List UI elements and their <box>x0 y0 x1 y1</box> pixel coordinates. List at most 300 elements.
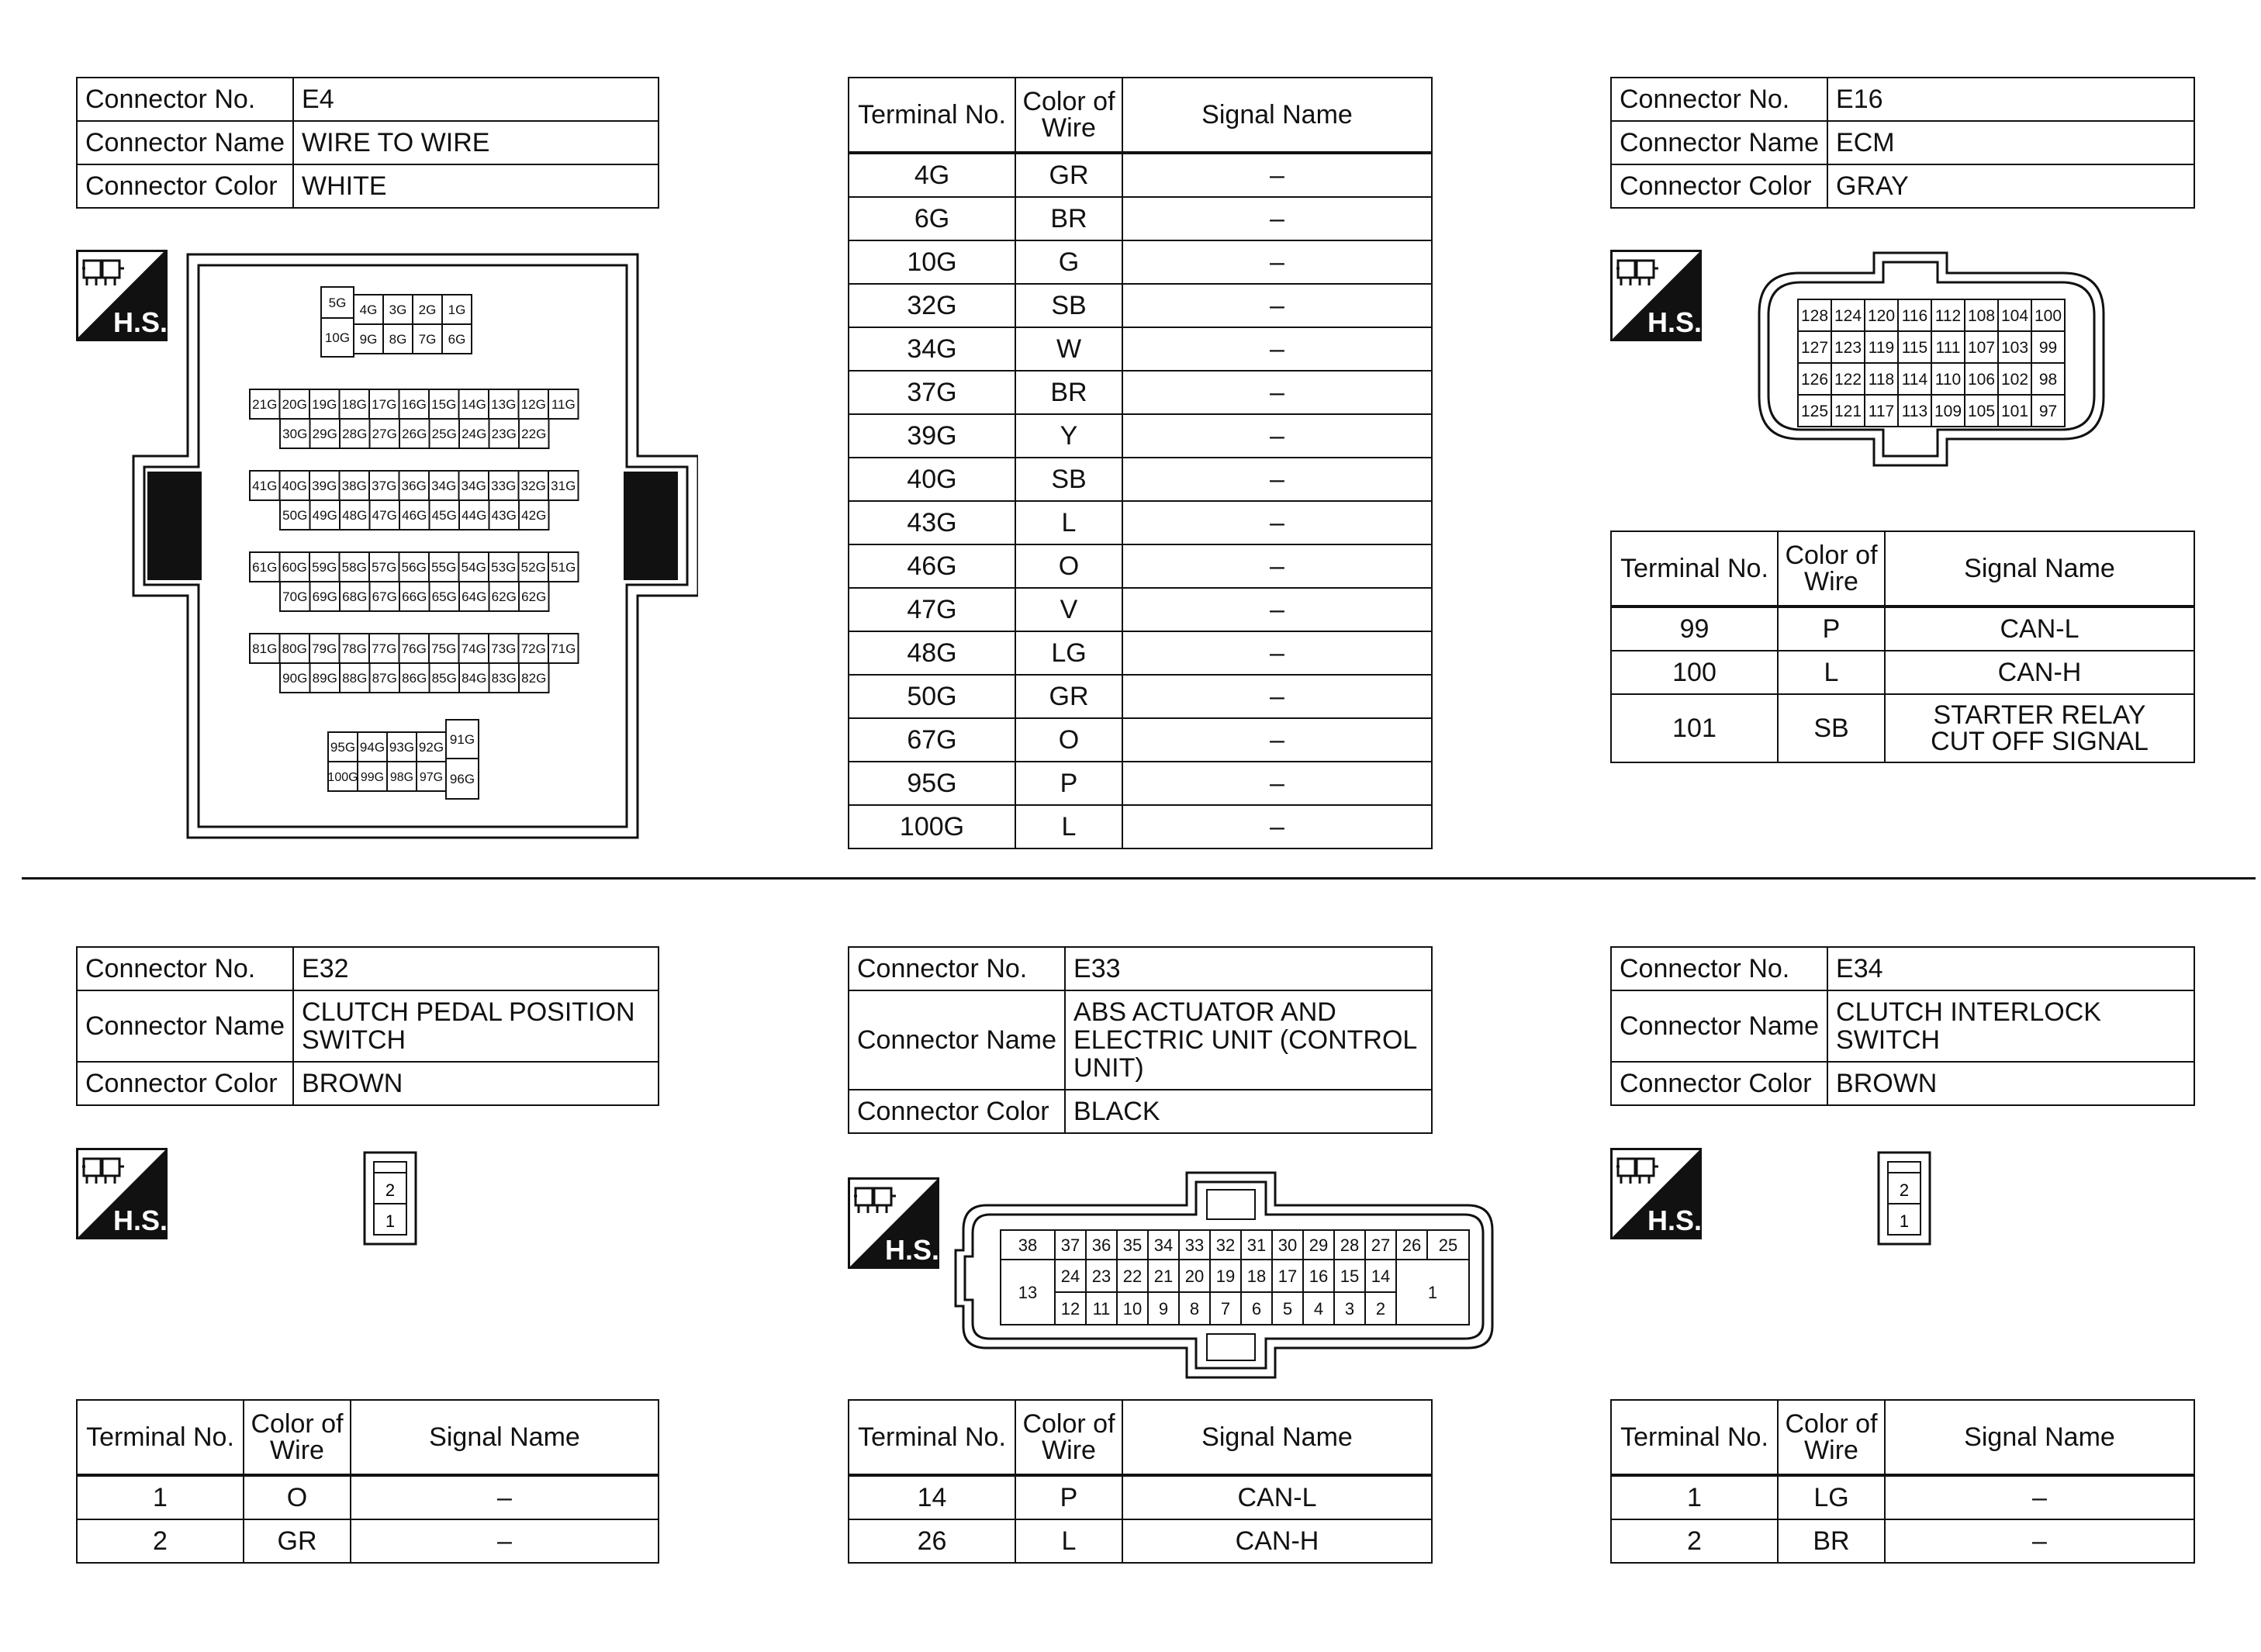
wire-color-cell: O <box>244 1475 351 1519</box>
pin-19G: 19G <box>312 397 337 413</box>
pin-4G: 4G <box>359 302 378 318</box>
pin-1G: 1G <box>448 302 466 318</box>
connector-name: CLUTCH PEDAL POSITION SWITCH <box>293 990 659 1062</box>
pin-64G: 64G <box>462 589 487 605</box>
pin-32: 32 <box>1215 1235 1236 1255</box>
pin-21G: 21G <box>252 397 278 413</box>
connector-no: E34 <box>1827 947 2194 990</box>
terminal-header: Terminal No. <box>77 1400 244 1475</box>
wire-color-cell: GR <box>244 1519 351 1563</box>
table-row <box>849 458 1432 501</box>
svg-text:H.S.: H.S. <box>1647 1204 1702 1236</box>
pin-73G: 73G <box>491 641 517 657</box>
wire-color-cell: SB <box>1015 458 1122 501</box>
e16-info-table <box>1610 77 2195 209</box>
pin-16G: 16G <box>401 397 427 413</box>
pin-105: 105 <box>1967 403 1996 421</box>
connector-no-label: Connector No. <box>1611 78 1827 121</box>
signal-name-cell: – <box>1122 718 1432 762</box>
pin-97: 97 <box>2038 403 2058 421</box>
pin-51G: 51G <box>551 560 576 575</box>
table-row <box>849 762 1432 805</box>
pin-34G: 34G <box>431 479 457 494</box>
pin-114: 114 <box>1901 371 1928 389</box>
signal-name-cell: – <box>1122 240 1432 284</box>
pin-11: 11 <box>1092 1298 1111 1318</box>
e34-terminal-table <box>1610 1399 2195 1564</box>
pin-93G: 93G <box>389 740 415 755</box>
pin-125: 125 <box>1800 403 1829 421</box>
pin-29: 29 <box>1309 1235 1329 1255</box>
pin-16: 16 <box>1309 1266 1329 1286</box>
table-row <box>849 197 1432 240</box>
pin-22: 22 <box>1122 1266 1143 1286</box>
pin-91G: 91G <box>449 732 475 748</box>
pin-20: 20 <box>1184 1266 1205 1286</box>
color-header: Color of Wire <box>244 1400 351 1475</box>
connector-no: E16 <box>1827 78 2194 121</box>
terminal-cell: 39G <box>849 414 1015 458</box>
connector-color: BROWN <box>293 1062 659 1105</box>
pin-44G: 44G <box>462 508 487 524</box>
pin-47G: 47G <box>372 508 397 524</box>
terminal-cell: 1 <box>77 1475 244 1519</box>
terminal-cell: 14 <box>849 1475 1015 1519</box>
connector-name: ABS ACTUATOR AND ELECTRIC UNIT (CONTROL UNIT) <box>1065 990 1432 1090</box>
connector-no: E33 <box>1065 947 1432 990</box>
pin-126: 126 <box>1800 371 1829 389</box>
connector-name-label: Connector Name <box>77 990 293 1062</box>
e16-terminal-table <box>1610 531 2195 763</box>
pin-65G: 65G <box>431 589 457 605</box>
pin-49G: 49G <box>312 508 337 524</box>
pin-72G: 72G <box>520 641 546 657</box>
wire-color-cell: LG <box>1015 631 1122 675</box>
terminal-header: Terminal No. <box>849 78 1015 153</box>
pin-15G: 15G <box>431 397 457 413</box>
pin-96G: 96G <box>449 772 475 787</box>
table-row <box>1611 1519 2194 1563</box>
hs-icon <box>1610 1148 1702 1239</box>
pin-107: 107 <box>1967 339 1996 358</box>
pin-128: 128 <box>1800 307 1829 326</box>
pin-82G: 82G <box>521 671 547 686</box>
pin-70G: 70G <box>282 589 308 605</box>
pin-38G: 38G <box>341 479 367 494</box>
signal-name-cell: – <box>1122 544 1432 588</box>
pin-13: 13 <box>1018 1282 1038 1302</box>
hs-icon <box>1610 250 1702 341</box>
pin-40G: 40G <box>282 479 307 494</box>
terminal-cell: 95G <box>849 762 1015 805</box>
table-row <box>849 675 1432 718</box>
pin-8: 8 <box>1189 1298 1200 1318</box>
pin-48G: 48G <box>342 508 368 524</box>
signal-name-cell: – <box>1122 197 1432 240</box>
pin-88G: 88G <box>342 671 368 686</box>
connector-color: BROWN <box>1827 1062 2194 1105</box>
pin-6G: 6G <box>448 332 466 347</box>
pin-8G: 8G <box>389 332 407 347</box>
pin-118: 118 <box>1868 371 1895 389</box>
connector-name-label: Connector Name <box>849 990 1065 1090</box>
signal-name-cell: – <box>1122 414 1432 458</box>
pin-15: 15 <box>1340 1266 1360 1286</box>
pin-1: 1 <box>385 1211 396 1231</box>
e32-info-table <box>76 946 659 1106</box>
terminal-cell: 26 <box>849 1519 1015 1563</box>
pin-1: 1 <box>1427 1282 1438 1302</box>
signal-name-cell: – <box>1122 762 1432 805</box>
table-row <box>849 284 1432 327</box>
pin-26: 26 <box>1402 1235 1422 1255</box>
hs-icon <box>76 1148 168 1239</box>
terminal-cell: 48G <box>849 631 1015 675</box>
pin-92G: 92G <box>418 740 444 755</box>
hs-icon <box>848 1177 939 1269</box>
pin-36G: 36G <box>401 479 427 494</box>
pin-3: 3 <box>1344 1298 1355 1318</box>
pin-78G: 78G <box>341 641 367 657</box>
pin-37G: 37G <box>372 479 397 494</box>
pin-2: 2 <box>385 1180 396 1200</box>
pin-45G: 45G <box>431 508 457 524</box>
connector-color-label: Connector Color <box>849 1090 1065 1133</box>
pin-61G: 61G <box>252 560 278 575</box>
pin-100: 100 <box>2034 307 2062 326</box>
terminal-header: Terminal No. <box>849 1400 1015 1475</box>
pin-111: 111 <box>1935 339 1961 358</box>
connector-no: E4 <box>293 78 659 121</box>
pin-9: 9 <box>1158 1298 1169 1318</box>
terminal-cell: 100G <box>849 805 1015 848</box>
pin-54G: 54G <box>461 560 486 575</box>
pin-41G: 41G <box>252 479 278 494</box>
pin-101: 101 <box>2000 403 2029 421</box>
pin-28: 28 <box>1340 1235 1360 1255</box>
pin-1: 1 <box>1899 1211 1910 1231</box>
pin-87G: 87G <box>372 671 397 686</box>
signal-header: Signal Name <box>1885 531 2194 607</box>
wire-color-cell: O <box>1015 718 1122 762</box>
pin-10: 10 <box>1122 1298 1143 1318</box>
e34-info-table <box>1610 946 2195 1106</box>
signal-header: Signal Name <box>1122 1400 1432 1475</box>
wire-color-cell: BR <box>1015 371 1122 414</box>
pin-5: 5 <box>1282 1298 1293 1318</box>
pin-31G: 31G <box>551 479 576 494</box>
pin-12: 12 <box>1060 1298 1080 1318</box>
terminal-cell: 34G <box>849 327 1015 371</box>
svg-text:H.S.: H.S. <box>113 1204 168 1236</box>
table-row <box>849 501 1432 544</box>
signal-name-cell: – <box>1122 327 1432 371</box>
wire-color-cell: L <box>1778 651 1885 694</box>
pin-77G: 77G <box>372 641 397 657</box>
pin-95G: 95G <box>330 740 356 755</box>
signal-name-cell: – <box>1122 805 1432 848</box>
pin-27G: 27G <box>372 427 397 442</box>
pin-113: 113 <box>1901 403 1928 421</box>
pin-24G: 24G <box>462 427 487 442</box>
signal-name-cell: – <box>351 1519 659 1563</box>
pin-102: 102 <box>2000 371 2029 389</box>
connector-name-label: Connector Name <box>1611 121 1827 164</box>
pin-112: 112 <box>1934 307 1962 326</box>
pin-80G: 80G <box>282 641 307 657</box>
pin-33: 33 <box>1184 1235 1205 1255</box>
e32-terminal-table <box>76 1399 659 1564</box>
pin-53G: 53G <box>491 560 517 575</box>
signal-name-cell: – <box>1122 675 1432 718</box>
terminal-header: Terminal No. <box>1611 1400 1778 1475</box>
table-row <box>849 371 1432 414</box>
e33-connector-diagram <box>952 1170 1495 1382</box>
table-row <box>849 588 1432 631</box>
wire-color-cell: L <box>1015 1519 1122 1563</box>
table-row <box>849 544 1432 588</box>
pin-79G: 79G <box>312 641 337 657</box>
pin-32G: 32G <box>520 479 546 494</box>
pin-12G: 12G <box>520 397 546 413</box>
pin-26G: 26G <box>402 427 427 442</box>
wire-color-cell: O <box>1015 544 1122 588</box>
e4-info-table <box>76 77 659 209</box>
pin-59G: 59G <box>312 560 337 575</box>
table-row <box>1611 1475 2194 1519</box>
terminal-cell: 50G <box>849 675 1015 718</box>
pin-100G: 100G <box>327 770 358 784</box>
connector-color-label: Connector Color <box>1611 1062 1827 1105</box>
connector-name-label: Connector Name <box>1611 990 1827 1062</box>
pin-108: 108 <box>1967 307 1996 326</box>
e33-terminal-table <box>848 1399 1433 1564</box>
connector-no-label: Connector No. <box>77 78 293 121</box>
pin-110: 110 <box>1934 371 1962 389</box>
pin-66G: 66G <box>402 589 427 605</box>
pin-69G: 69G <box>312 589 337 605</box>
terminal-cell: 40G <box>849 458 1015 501</box>
connector-no-label: Connector No. <box>1611 947 1827 990</box>
pin-24: 24 <box>1060 1266 1080 1286</box>
e34-connector-diagram <box>1877 1151 1933 1247</box>
wire-color-cell: BR <box>1778 1519 1885 1563</box>
pin-28G: 28G <box>342 427 368 442</box>
wire-color-cell: BR <box>1015 197 1122 240</box>
pin-104: 104 <box>2000 307 2029 326</box>
connector-no: E32 <box>293 947 659 990</box>
table-row <box>849 414 1432 458</box>
pin-55G: 55G <box>431 560 457 575</box>
pin-119: 119 <box>1868 339 1895 358</box>
connector-color-label: Connector Color <box>1611 164 1827 208</box>
pin-98G: 98G <box>389 770 414 784</box>
signal-name-cell: – <box>1122 501 1432 544</box>
svg-text:H.S.: H.S. <box>113 306 168 338</box>
pin-68G: 68G <box>342 589 368 605</box>
e33-info-table <box>848 946 1433 1134</box>
table-row <box>1611 607 2194 651</box>
pin-23G: 23G <box>491 427 517 442</box>
pin-2G: 2G <box>418 302 437 318</box>
svg-text:H.S.: H.S. <box>885 1234 939 1266</box>
connector-color: BLACK <box>1065 1090 1432 1133</box>
pin-50G: 50G <box>282 508 308 524</box>
pin-121: 121 <box>1834 403 1862 421</box>
pin-29G: 29G <box>312 427 337 442</box>
table-row <box>77 1519 659 1563</box>
signal-name-cell: CAN-L <box>1122 1475 1432 1519</box>
pin-75G: 75G <box>431 641 457 657</box>
pin-98: 98 <box>2038 371 2058 389</box>
pin-103: 103 <box>2000 339 2029 358</box>
pin-37: 37 <box>1060 1235 1080 1255</box>
terminal-cell: 99 <box>1611 607 1778 651</box>
pin-39G: 39G <box>312 479 337 494</box>
pin-7G: 7G <box>418 332 437 347</box>
pin-22G: 22G <box>521 427 547 442</box>
pin-58G: 58G <box>341 560 367 575</box>
terminal-cell: 100 <box>1611 651 1778 694</box>
pin-4: 4 <box>1313 1298 1324 1318</box>
pin-36: 36 <box>1091 1235 1111 1255</box>
wire-color-cell: P <box>1778 607 1885 651</box>
pin-2: 2 <box>1899 1180 1910 1200</box>
pin-17: 17 <box>1277 1266 1298 1286</box>
pin-90G: 90G <box>282 671 308 686</box>
pin-2: 2 <box>1375 1298 1386 1318</box>
pin-35: 35 <box>1122 1235 1143 1255</box>
table-row <box>1611 651 2194 694</box>
pin-115: 115 <box>1901 339 1928 358</box>
pin-21: 21 <box>1153 1266 1174 1286</box>
color-header: Color of Wire <box>1015 1400 1122 1475</box>
pin-74G: 74G <box>461 641 486 657</box>
pin-123: 123 <box>1834 339 1862 358</box>
pin-11G: 11G <box>551 397 576 413</box>
connector-name-label: Connector Name <box>77 121 293 164</box>
terminal-cell: 46G <box>849 544 1015 588</box>
signal-name-cell: – <box>1122 458 1432 501</box>
connector-no-label: Connector No. <box>77 947 293 990</box>
pin-99G: 99G <box>360 770 385 784</box>
pin-117: 117 <box>1868 403 1895 421</box>
terminal-cell: 37G <box>849 371 1015 414</box>
pin-46G: 46G <box>402 508 427 524</box>
connector-color-label: Connector Color <box>77 164 293 208</box>
pin-106: 106 <box>1967 371 1996 389</box>
pin-127: 127 <box>1800 339 1829 358</box>
terminal-cell: 47G <box>849 588 1015 631</box>
pin-109: 109 <box>1934 403 1962 421</box>
pin-94G: 94G <box>359 740 385 755</box>
pin-25: 25 <box>1438 1235 1458 1255</box>
pin-6: 6 <box>1251 1298 1262 1318</box>
pin-30G: 30G <box>282 427 308 442</box>
signal-name-cell: CAN-H <box>1122 1519 1432 1563</box>
pin-120: 120 <box>1867 307 1896 326</box>
e32-connector-diagram <box>363 1151 419 1247</box>
color-header: Color of Wire <box>1778 1400 1885 1475</box>
terminal-cell: 4G <box>849 153 1015 197</box>
signal-name-cell: CAN-L <box>1885 607 2194 651</box>
pin-56G: 56G <box>401 560 427 575</box>
wire-color-cell: G <box>1015 240 1122 284</box>
table-row <box>1611 694 2194 762</box>
wire-color-cell: GR <box>1015 153 1122 197</box>
signal-name-cell: CAN-H <box>1885 651 2194 694</box>
wire-color-cell: SB <box>1015 284 1122 327</box>
signal-name-cell: – <box>351 1475 659 1519</box>
wire-color-cell: P <box>1015 1475 1122 1519</box>
wire-color-cell: GR <box>1015 675 1122 718</box>
pin-67G: 67G <box>372 589 397 605</box>
terminal-cell: 32G <box>849 284 1015 327</box>
signal-header: Signal Name <box>1122 78 1432 153</box>
e4-connector-diagram <box>132 248 698 842</box>
signal-name-cell: – <box>1122 631 1432 675</box>
table-row <box>849 153 1432 197</box>
wire-color-cell: V <box>1015 588 1122 631</box>
pin-14G: 14G <box>461 397 486 413</box>
terminal-header: Terminal No. <box>1611 531 1778 607</box>
pin-99: 99 <box>2038 339 2058 358</box>
pin-30: 30 <box>1277 1235 1298 1255</box>
pin-60G: 60G <box>282 560 307 575</box>
color-header: Color of Wire <box>1015 78 1122 153</box>
wire-color-cell: L <box>1015 501 1122 544</box>
pin-43G: 43G <box>491 508 517 524</box>
terminal-cell: 43G <box>849 501 1015 544</box>
pin-97G: 97G <box>419 770 444 784</box>
table-row <box>849 1475 1432 1519</box>
pin-17G: 17G <box>372 397 397 413</box>
pin-18G: 18G <box>341 397 367 413</box>
terminal-cell: 6G <box>849 197 1015 240</box>
pin-7: 7 <box>1220 1298 1231 1318</box>
pin-62G: 62G <box>491 589 517 605</box>
pin-10G: 10G <box>324 330 351 346</box>
section-divider <box>22 877 2256 880</box>
pin-34: 34 <box>1153 1235 1174 1255</box>
signal-name-cell: – <box>1885 1519 2194 1563</box>
signal-name-cell: STARTER RELAY CUT OFF SIGNAL <box>1885 694 2194 762</box>
pin-14: 14 <box>1371 1266 1391 1286</box>
signal-name-cell: – <box>1122 371 1432 414</box>
pin-34G: 34G <box>461 479 486 494</box>
wire-color-cell: P <box>1015 762 1122 805</box>
table-row <box>849 240 1432 284</box>
connector-name: WIRE TO WIRE <box>293 121 659 164</box>
e16-connector-diagram <box>1756 250 2107 468</box>
pin-38: 38 <box>1018 1235 1038 1255</box>
wire-color-cell: W <box>1015 327 1122 371</box>
pin-27: 27 <box>1371 1235 1391 1255</box>
table-row <box>849 1519 1432 1563</box>
wire-color-cell: L <box>1015 805 1122 848</box>
pin-57G: 57G <box>372 560 397 575</box>
pin-62G: 62G <box>521 589 547 605</box>
connector-no-label: Connector No. <box>849 947 1065 990</box>
connector-name: ECM <box>1827 121 2194 164</box>
pin-19: 19 <box>1215 1266 1236 1286</box>
pin-76G: 76G <box>401 641 427 657</box>
pin-5G: 5G <box>328 295 347 311</box>
pin-20G: 20G <box>282 397 307 413</box>
table-row <box>849 327 1432 371</box>
pin-52G: 52G <box>520 560 546 575</box>
wire-color-cell: SB <box>1778 694 1885 762</box>
